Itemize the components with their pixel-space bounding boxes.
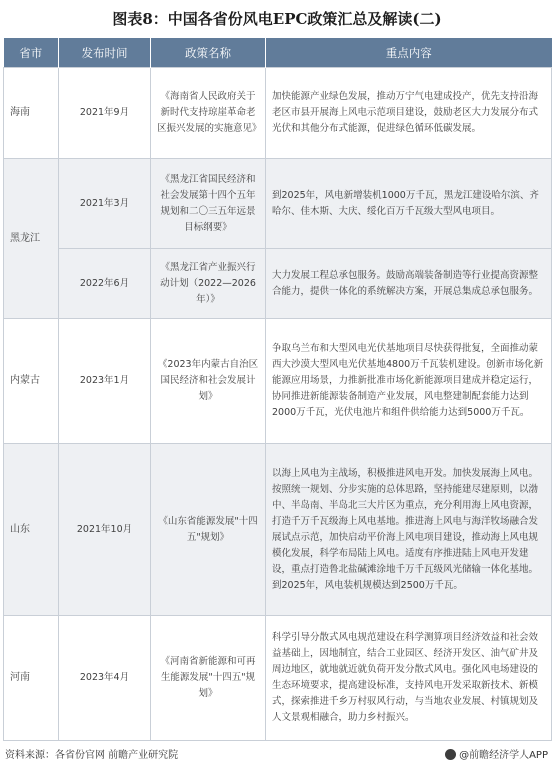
table-row [4, 159, 552, 249]
date-cell: 2021年9月 [59, 68, 151, 159]
policy-name-cell: 《海南省人民政府关于新时代支持琼崖革命老区振兴发展的实施意见》 [151, 68, 266, 159]
table-row [4, 616, 552, 741]
province-cell: 内蒙古 [4, 319, 59, 444]
policy-name-cell: 《黑龙江省产业振兴行动计划（2022—2026年）》 [151, 249, 266, 319]
province-cell: 山东 [4, 444, 59, 616]
header-policy-name: 政策名称 [151, 38, 266, 68]
credit [445, 746, 548, 761]
policy-name-cell: 《黑龙江省国民经济和社会发展第十四个五年规划和二〇三五年远景目标纲要》 [151, 159, 266, 249]
policy-table [3, 38, 552, 741]
content-cell: 大力发展工程总承包服务。鼓励高端装备制造等行业提高资源整合能力，提供一体化的系统解决方案，开展总集成总承包服务。 [266, 249, 552, 319]
province-cell: 河南 [4, 616, 59, 741]
content-cell: 争取乌兰布和大型风电光伏基地项目尽快获得批复，全面推动蒙西大沙漠大型风电光伏基地4800万千瓦装机建设。创新市场化新能源应用场景，力推新批准市场化新能源项目建成并稳定运行，协同推进新能源装备制造产业发展，风电整建制配套能力达到2000万千瓦，光伏电池片和组件供给能力达到5000万千瓦。 [266, 319, 552, 444]
date-cell: 2023年4月 [59, 616, 151, 741]
table-row [4, 319, 552, 444]
policy-name-cell: 《2023年内蒙古自治区国民经济和社会发展计划》 [151, 319, 266, 444]
content-cell: 以海上风电为主战场，积极推进风电开发。加快发展海上风电。按照统一规划、分步实施的总体思路，坚持能建尽建原则，以渤中、半岛南、半岛北三大片区为重点，充分利用海上风电资源，打造千万千瓦级海上风电基地。推进海上风电与海洋牧场融合发展试点示范，加快启动平价海上风电项目建设，推动海上风电规模化发展，科学布局陆上风电。适度有序推进陆上风电开发建设，重点打造鲁北盐碱滩涂地千万千瓦级风光储输一体化基地。到2025年，风电装机规模达到2500万千瓦。 [266, 444, 552, 616]
date-cell: 2023年1月 [59, 319, 151, 444]
content-cell: 到2025年，风电新增装机1000万千瓦，黑龙江建设哈尔滨、齐哈尔、佳木斯、大庆、绥化百万千瓦级大型风电项目。 [266, 159, 552, 249]
chart-title: 图表8：中国各省份风电EPC政策汇总及解读(二) [112, 10, 442, 28]
header-date: 发布时间 [59, 38, 151, 68]
brand-icon [445, 749, 456, 760]
table-row [4, 249, 552, 319]
header-key-content: 重点内容 [266, 38, 552, 68]
date-cell: 2022年6月 [59, 249, 151, 319]
province-cell: 海南 [4, 68, 59, 159]
header-province: 省市 [4, 38, 59, 68]
content-cell: 科学引导分散式风电规范建设在科学测算项目经济效益和社会效益基础上，因地制宜，结合工业园区、经济开发区、油气矿井及周边地区，就地就近就负荷开发分散式风电。强化风电场建设的生态环境要求，提高建设标准，支持风电开发采取新技术、新模式，探索推进千乡万村驭风行动，与当地农业发展、村镇规划及人文景观相融合，助力乡村振兴。 [266, 616, 552, 741]
footer [0, 740, 554, 766]
province-cell: 黑龙江 [4, 159, 59, 319]
content-cell: 加快能源产业绿色发展，推动万宁气电建成投产，优先支持沿海老区市县开展海上风电示范项目建设，鼓励老区大力发展分布式光伏和其他分布式能源，促进绿色循环低碳发展。 [266, 68, 552, 159]
date-cell: 2021年10月 [59, 444, 151, 616]
table-header-row [4, 38, 552, 68]
policy-name-cell: 《山东省能源发展"十四五"规划》 [151, 444, 266, 616]
table-row [4, 444, 552, 616]
table-row [4, 68, 552, 159]
source-note: 资料来源：各省份官网 前瞻产业研究院 [5, 750, 179, 761]
credit-text: @前瞻经济学人APP [459, 750, 548, 761]
date-cell: 2021年3月 [59, 159, 151, 249]
policy-name-cell: 《河南省新能源和可再生能源发展"十四五"规划》 [151, 616, 266, 741]
